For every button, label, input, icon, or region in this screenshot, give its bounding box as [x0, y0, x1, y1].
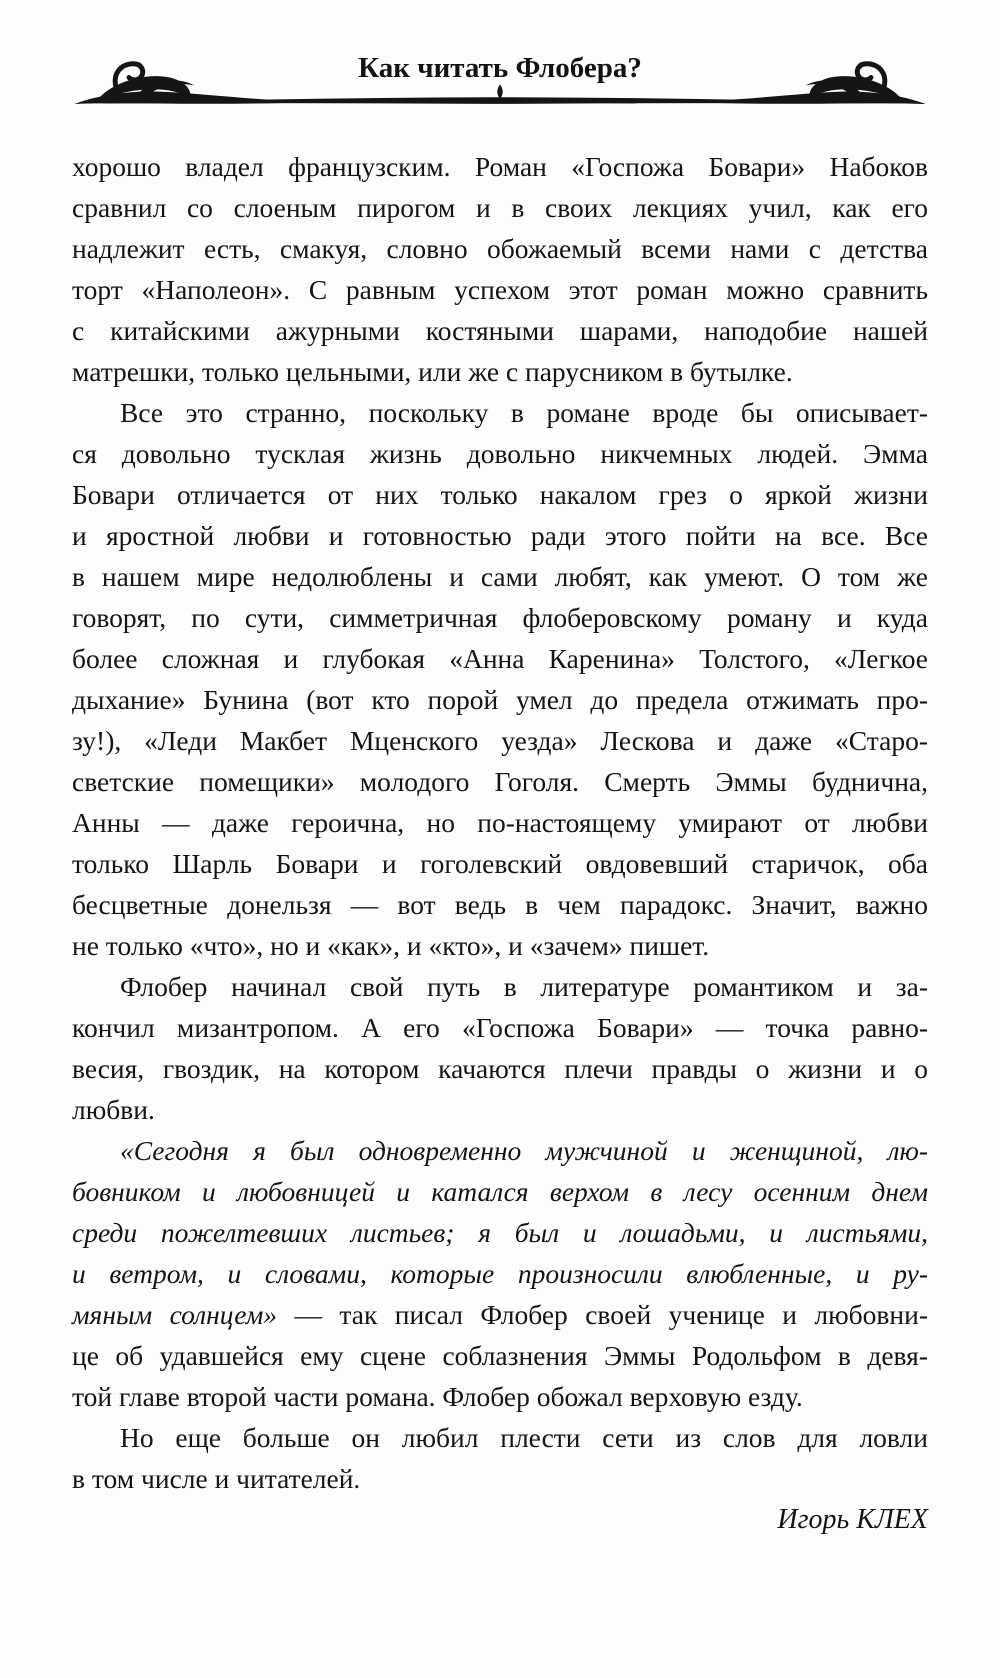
text-segment: сравнил со слоеным пирогом и в своих лекциях учил, как его: [72, 192, 928, 223]
text-line: [72, 351, 928, 392]
text-segment: Флобер начинал свой путь в литературе романтиком и за-: [120, 971, 928, 1002]
text-segment: той главе второй части романа. Флобер обожал верховую езду.: [72, 1381, 803, 1412]
text-line: [72, 1335, 928, 1376]
paragraphs-container: [72, 146, 928, 1499]
text-segment: весия, гвоздик, на котором качаются плечи правды о жизни и о: [72, 1053, 928, 1084]
text-line: [72, 1089, 928, 1130]
text-line: [72, 228, 928, 269]
text-line: [72, 1376, 928, 1417]
text-segment: Все это странно, поскольку в романе вроде бы описывает-: [120, 397, 928, 428]
text-line: [72, 638, 928, 679]
text-line: [72, 515, 928, 556]
text-segment: только Шарль Бовари и гоголевский овдовевший старичок, оба: [72, 848, 928, 879]
text-line: [72, 843, 928, 884]
page-title: Как читать Флобера?: [358, 52, 642, 84]
text-line: [72, 720, 928, 761]
text-segment: любви.: [72, 1094, 155, 1125]
body-text: [72, 146, 928, 1540]
text-segment: це об удавшейся ему сцене соблазнения Эммы Родольфом в девя-: [72, 1340, 928, 1371]
text-line: [72, 556, 928, 597]
text-segment: хорошо владел французским. Роман «Госпожа Бовари» Набоков: [72, 151, 928, 182]
text-line: [72, 1212, 928, 1253]
text-line: [72, 146, 928, 187]
text-segment: не только «что», но и «как», и «кто», и «зачем» пишет.: [72, 930, 710, 961]
text-line: [72, 761, 928, 802]
text-line: [72, 433, 928, 474]
text-line: [72, 187, 928, 228]
text-segment: кончил мизантропом. А его «Госпожа Бовари» — точка равно-: [72, 1012, 928, 1043]
text-segment: в том числе и читателей.: [72, 1463, 361, 1494]
text-segment: Но еще больше он любил плести сети из слов для ловли: [120, 1422, 928, 1453]
quote-text-segment: среди пожелтевших листьев; я был и лошадьми, и листьями,: [72, 1217, 928, 1248]
text-segment: торт «Наполеон». С равным успехом этот роман можно сравнить: [72, 274, 928, 305]
text-segment: светские помещики» молодого Гоголя. Смерть Эммы буднична,: [72, 766, 928, 797]
quote-text-segment: бовником и любовницей и катался верхом в лесу осенним днем: [72, 1176, 928, 1207]
left-flourish: [74, 64, 282, 104]
text-segment: с китайскими ажурными костяными шарами, наподобие нашей: [72, 315, 928, 346]
text-line: [72, 474, 928, 515]
author-signature: Игорь КЛЕХ: [777, 1504, 928, 1535]
text-line: [72, 597, 928, 638]
text-segment: бесцветные донельзя — вот ведь в чем парадокс. Значит, важно: [72, 889, 928, 920]
text-line: [72, 269, 928, 310]
text-segment: и яростной любви и готовностью ради этого пойти на все. Все: [72, 520, 928, 551]
text-line: [72, 1417, 928, 1458]
text-line: [72, 392, 928, 433]
quote-text-segment: мяным солнцем»: [72, 1299, 278, 1330]
text-line: [72, 1007, 928, 1048]
text-segment: Бовари отличается от них только накалом грез о яркой жизни: [72, 479, 928, 510]
text-segment: зу!), «Леди Макбет Мценского уезда» Лескова и даже «Старо-: [72, 725, 928, 756]
text-segment: ся довольно тусклая жизнь довольно никчемных людей. Эмма: [72, 438, 928, 469]
flourish-divider-icon: [72, 58, 928, 118]
text-segment: матрешки, только цельными, или же с парусником в бутылке.: [72, 356, 793, 387]
text-segment: — так писал Флобер своей ученице и любовни-: [277, 1299, 928, 1330]
text-segment: говорят, по сути, симметричная флоберовскому роману и куда: [72, 602, 928, 633]
text-line: [72, 884, 928, 925]
quote-text-segment: «Сегодня я был одновременно мужчиной и женщиной, лю-: [120, 1135, 928, 1166]
text-line: [72, 1130, 928, 1171]
text-segment: надлежит есть, смакуя, словно обожаемый всеми нами с детства: [72, 233, 928, 264]
text-line: [72, 1048, 928, 1089]
text-segment: дыхание» Бунина (вот кто порой умел до предела отжимать про-: [72, 684, 928, 715]
quote-text-segment: и ветром, и словами, которые произносили влюбленные, и ру-: [72, 1258, 928, 1289]
text-line: [72, 802, 928, 843]
right-flourish: [718, 64, 926, 104]
text-segment: Анны — даже героична, но по-настоящему умирают от любви: [72, 807, 928, 838]
text-segment: более сложная и глубокая «Анна Каренина» Толстого, «Легкое: [72, 643, 928, 674]
text-segment: в нашем мире недолюблены и сами любят, как умеют. О том же: [72, 561, 928, 592]
text-line: [72, 1458, 928, 1499]
text-line: [72, 1294, 928, 1335]
text-line: [72, 310, 928, 351]
text-line: [72, 1171, 928, 1212]
text-line: [72, 925, 928, 966]
text-line: [72, 679, 928, 720]
text-line: [72, 966, 928, 1007]
text-line: [72, 1253, 928, 1294]
